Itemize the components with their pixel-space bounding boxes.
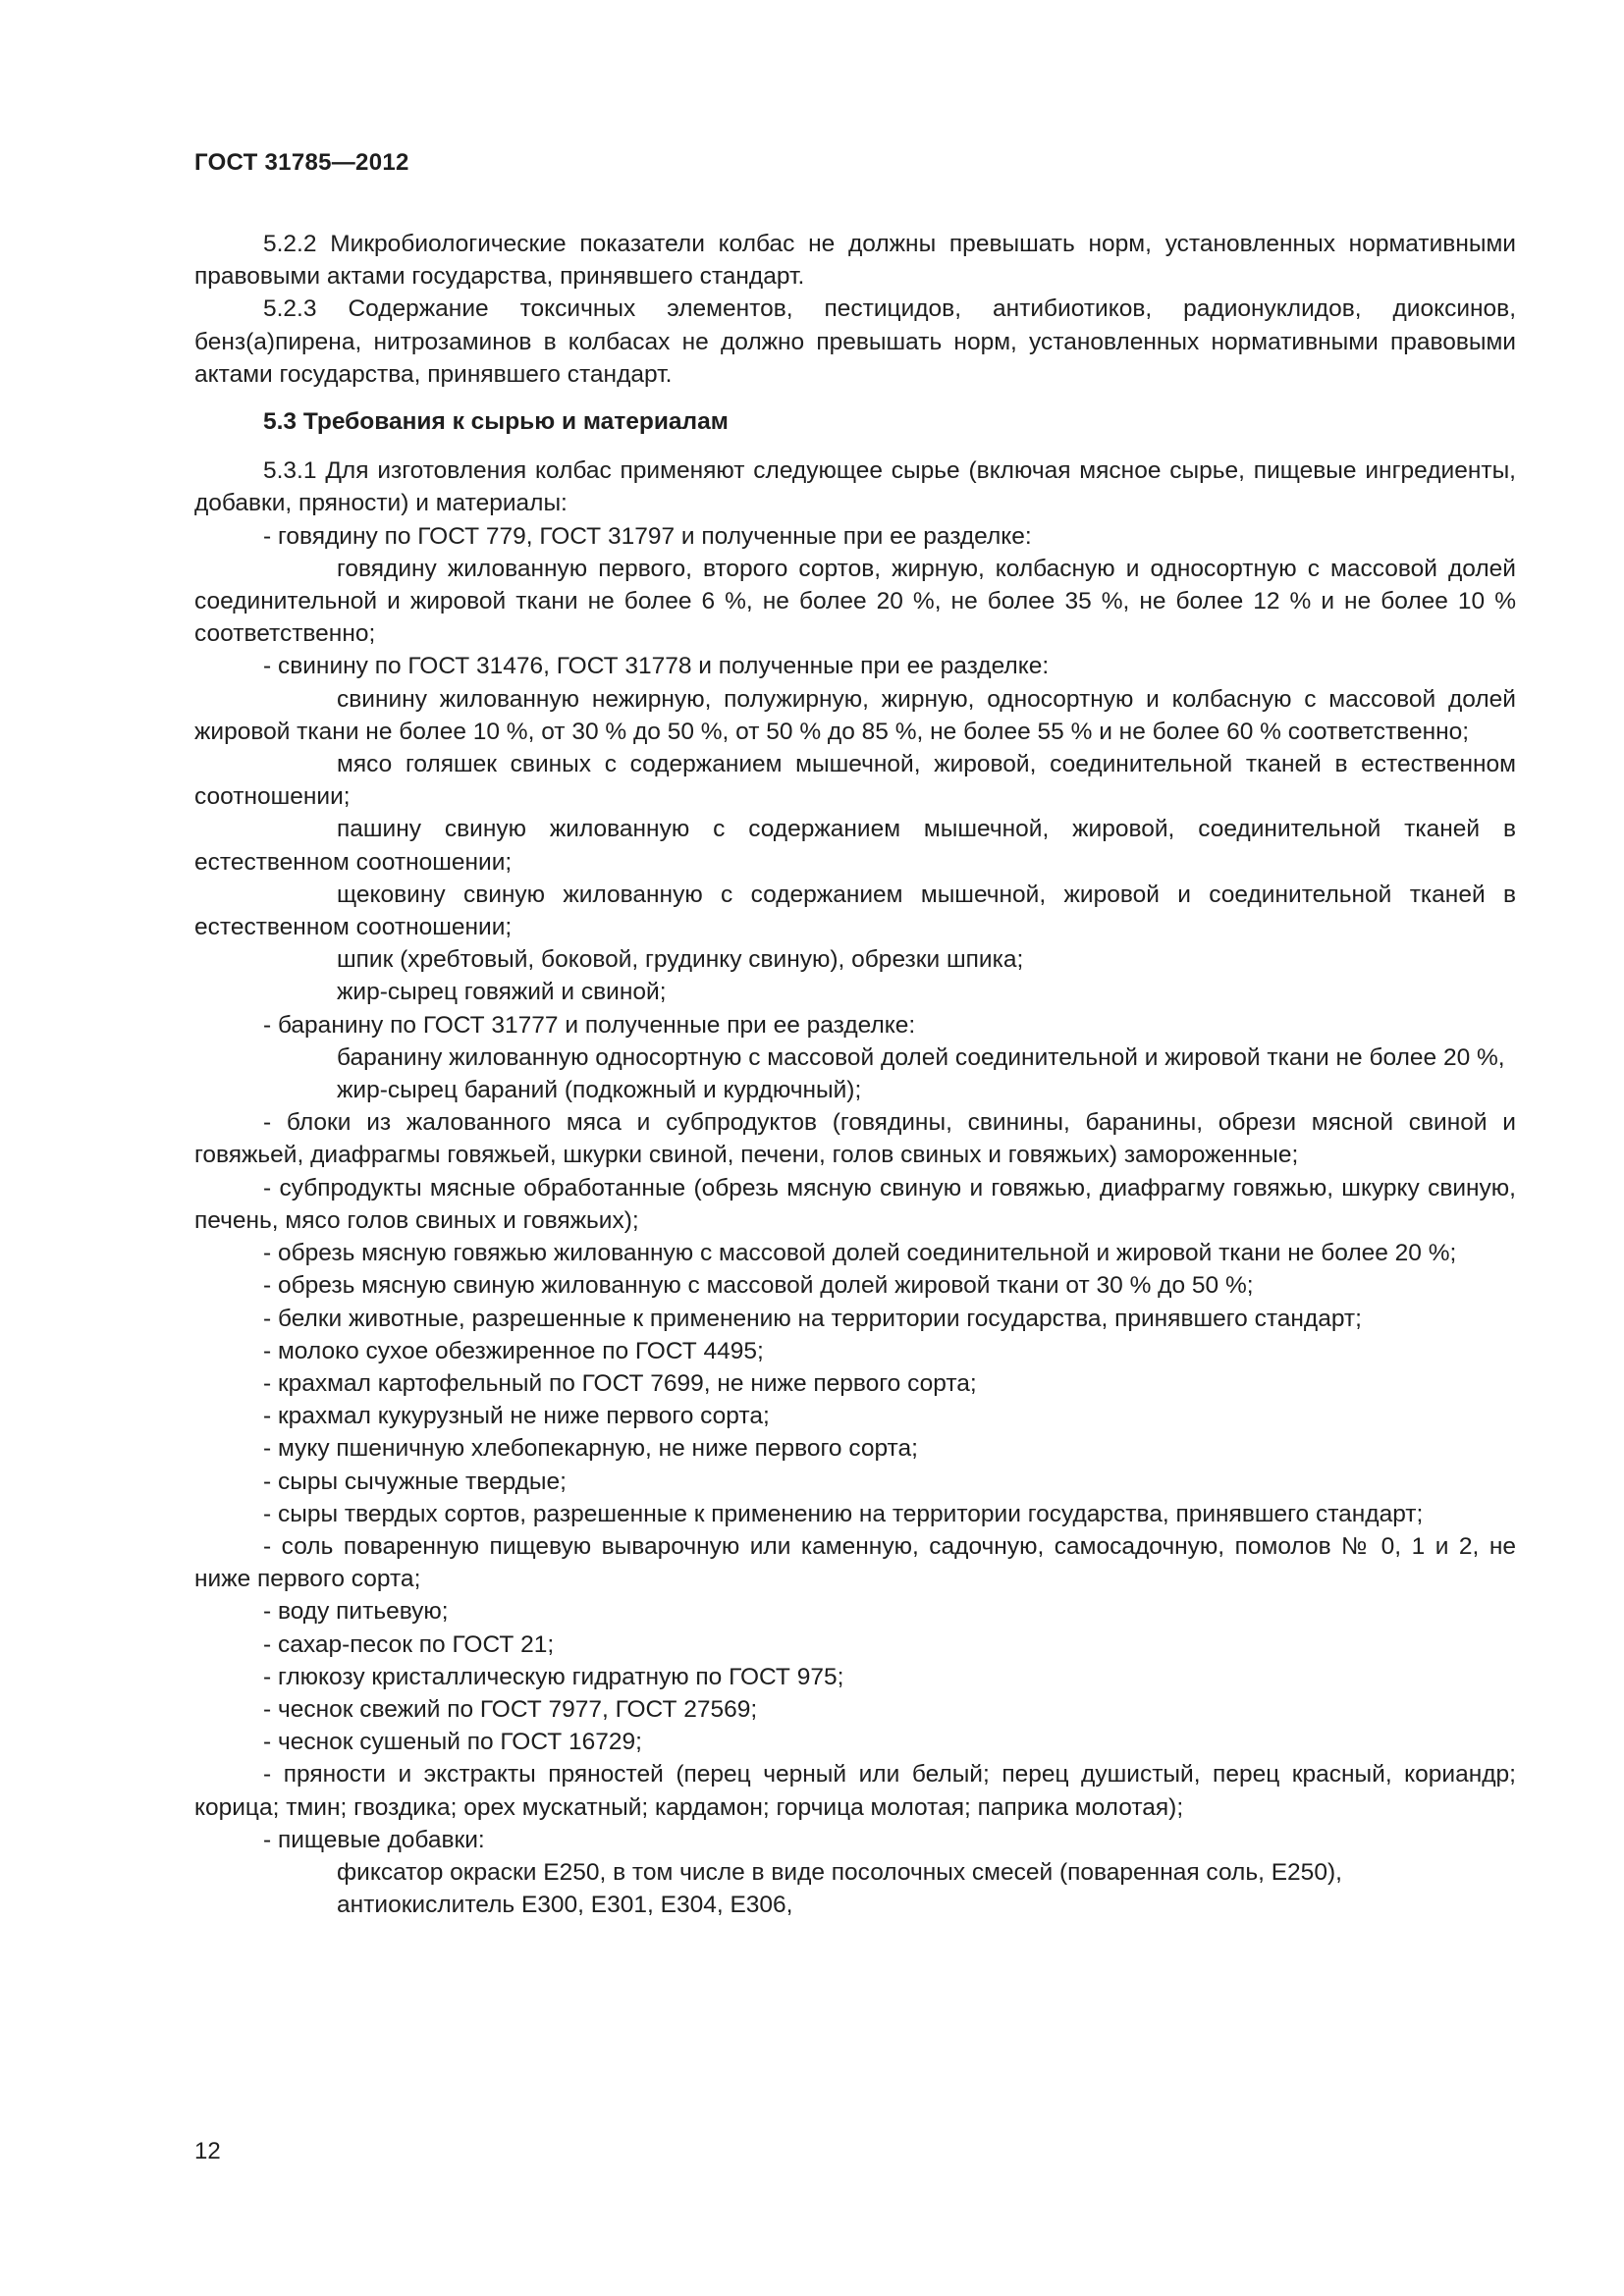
list-item: - соль поваренную пищевую выварочную или каменную, садочную, самосадочную, помолов № 0, 1 и 2, не ниже первого сорта;: [194, 1532, 1516, 1593]
list-item: - пряности и экстракты пряностей (перец черный или белый; перец душистый, перец красный, кориандр; корица; тмин; гвоздика; орех мускатный; кардамон; горчица молотая; паприка молотая);: [194, 1761, 1516, 1821]
list-item: - обрезь мясную свиную жилованную с массовой долей жировой ткани от 30 % до 50 %;: [263, 1272, 1254, 1300]
list-item: - говядину по ГОСТ 779, ГОСТ 31797 и полученные при ее разделке:: [263, 522, 1032, 550]
list-item: - чеснок сушеный по ГОСТ 16729;: [263, 1729, 642, 1756]
list-subitem: жир-сырец говяжий и свиной;: [337, 979, 667, 1006]
list-subitem: говядину жилованную первого, второго сортов, жирную, колбасную и односортную с массовой долей соединительной и жировой ткани не более 6 %, не более 20 %, не более 35 %, не более 12 % и не более 10 % соответственно;: [194, 555, 1516, 648]
document-header: ГОСТ 31785—2012: [194, 149, 409, 176]
list-item: - сыры сычужные твердые;: [263, 1468, 567, 1495]
list-item: - обрезь мясную говяжью жилованную с массовой долей соединительной и жировой ткани не более 20 %;: [263, 1240, 1457, 1267]
document-body: [194, 228, 1516, 1921]
page-number: 12: [194, 2138, 221, 2164]
list-item: - воду питьевую;: [263, 1598, 449, 1626]
list-item: - муку пшеничную хлебопекарную, не ниже первого сорта;: [263, 1435, 918, 1463]
paragraph-5-2-2: 5.2.2 Микробиологические показатели колбас не должны превышать норм, установленных нормативными правовыми актами государства, принявшего стандарт.: [194, 231, 1516, 291]
list-item: - чеснок свежий по ГОСТ 7977, ГОСТ 27569;: [263, 1695, 758, 1723]
list-item: - баранину по ГОСТ 31777 и полученные при ее разделке:: [263, 1011, 916, 1039]
list-item: - молоко сухое обезжиренное по ГОСТ 4495;: [263, 1337, 764, 1364]
list-item: - свинину по ГОСТ 31476, ГОСТ 31778 и полученные при ее разделке:: [263, 653, 1050, 680]
list-subitem: жир-сырец бараний (подкожный и курдючный);: [337, 1077, 862, 1104]
list-subitem: антиокислитель Е300, Е301, Е304, Е306,: [337, 1892, 793, 1919]
list-item: - пищевые добавки:: [263, 1826, 485, 1853]
paragraph-5-2-3: 5.2.3 Содержание токсичных элементов, пестицидов, антибиотиков, радионуклидов, диоксинов, бенз(а)пирена, нитрозаминов в колбасах не должно превышать норм, установленных нормативными правовыми актами государства, принявшего стандарт.: [194, 295, 1516, 388]
list-item: - блоки из жалованного мяса и субпродуктов (говядины, свинины, баранины, обрези мясной свиной и говяжьей, диафрагмы говяжьей, шкурки свиной, печени, голов свиных и говяжьих) замороженные;: [194, 1109, 1516, 1169]
list-subitem: баранину жилованную односортную с массовой долей соединительной и жировой ткани не более 20 %,: [337, 1043, 1505, 1071]
list-item: - крахмал картофельный по ГОСТ 7699, не ниже первого сорта;: [263, 1369, 977, 1397]
list-subitem: пашину свиную жилованную с содержанием мышечной, жировой, соединительной тканей в естественном соотношении;: [194, 816, 1516, 876]
paragraph-5-3-1: 5.3.1 Для изготовления колбас применяют следующее сырье (включая мясное сырье, пищевые ингредиенты, добавки, пряности) и материалы:: [194, 457, 1516, 517]
list-item: - сахар-песок по ГОСТ 21;: [263, 1630, 555, 1658]
list-item: - белки животные, разрешенные к применению на территории государства, принявшего стандарт;: [263, 1305, 1362, 1332]
list-subitem: шпик (хребтовый, боковой, грудинку свиную), обрезки шпика;: [337, 946, 1024, 974]
list-subitem: щековину свиную жилованную с содержанием мышечной, жировой и соединительной тканей в естественном соотношении;: [194, 881, 1516, 941]
list-subitem: свинину жилованную нежирную, полужирную, жирную, односортную и колбасную с массовой долей жировой ткани не более 10 %, от 30 % до 50 %, от 50 % до 85 %, не более 55 % и не более 60 % соответственно;: [194, 685, 1516, 745]
list-item: - глюкозу кристаллическую гидратную по ГОСТ 975;: [263, 1663, 844, 1690]
list-subitem: мясо голяшек свиных с содержанием мышечной, жировой, соединительной тканей в естественном соотношении;: [194, 751, 1516, 811]
list-item: - субпродукты мясные обработанные (обрезь мясную свиную и говяжью, диафрагму говяжью, шкурку свиную, печень, мясо голов свиных и говяжьих);: [194, 1174, 1516, 1234]
list-subitem: фиксатор окраски Е250, в том числе в виде посолочных смесей (поваренная соль, Е250),: [337, 1858, 1342, 1886]
section-heading: 5.3 Требования к сырью и материалам: [263, 408, 729, 436]
list-item: - сыры твердых сортов, разрешенные к применению на территории государства, принявшего стандарт;: [263, 1500, 1424, 1527]
list-item: - крахмал кукурузный не ниже первого сорта;: [263, 1403, 770, 1430]
